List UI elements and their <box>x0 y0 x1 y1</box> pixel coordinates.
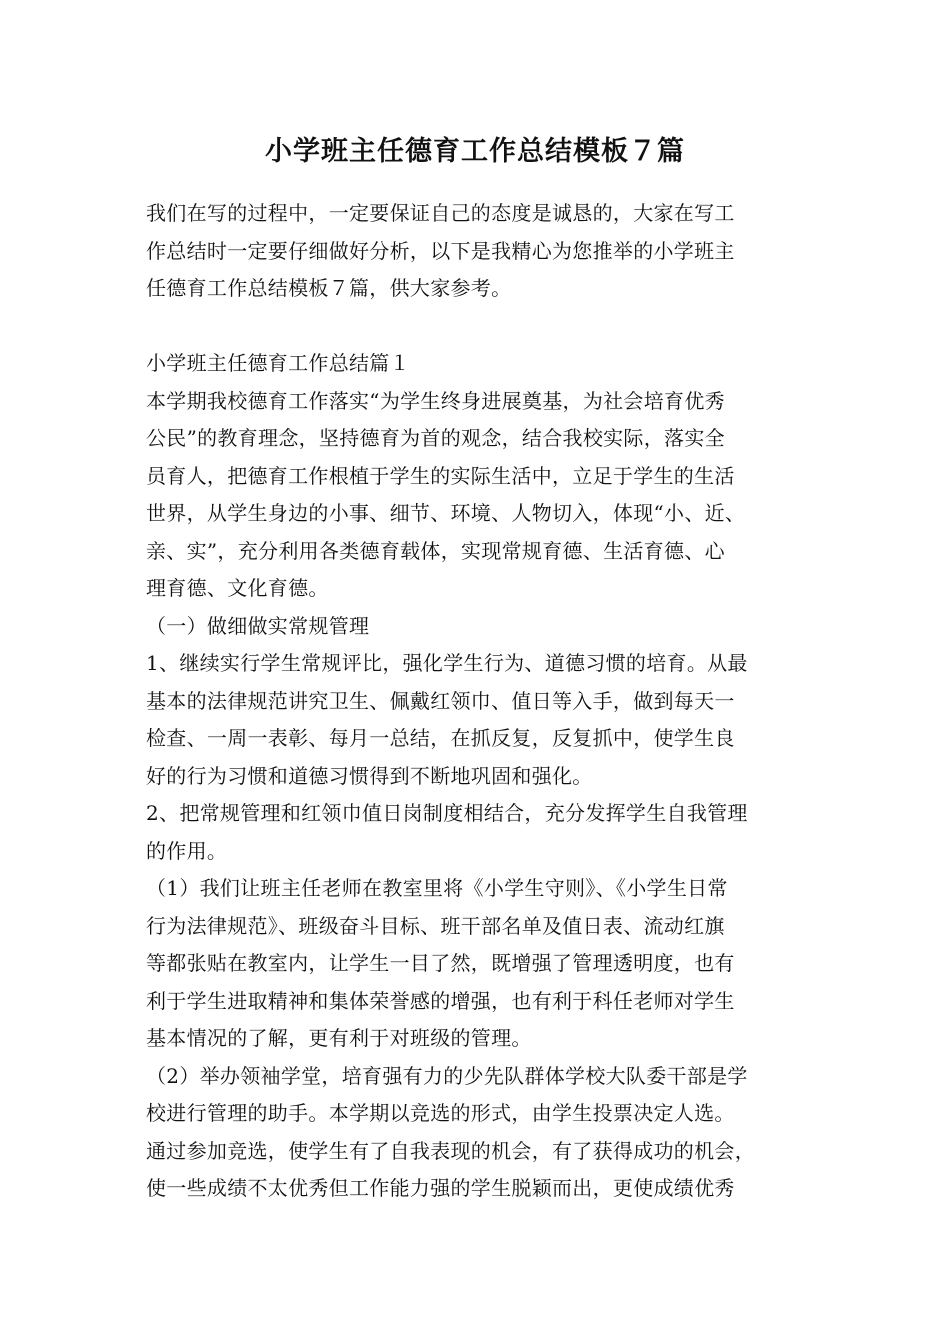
paragraph-line: 的作用。 <box>146 838 228 863</box>
paragraph-line: 作总结时一定要仔细做好分析，以下是我精心为您推举的小学班主 <box>146 238 735 263</box>
paragraph-line: 通过参加竞选，使学生有了自我表现的机会，有了获得成功的机会， <box>146 1138 755 1163</box>
section-heading: 小学班主任德育工作总结篇１ <box>146 351 410 375</box>
paragraph-line: 检查、一周一表彰、每月一总结，在抓反复，反复抓中，使学生良 <box>146 726 735 750</box>
paragraph-line: 2、把常规管理和红领巾值日岗制度相结合，充分发挥学生自我管理 <box>146 801 748 825</box>
paragraph-line: 亲、实”，充分利用各类德育载体，实现常规育德、生活育德、心 <box>146 538 725 563</box>
paragraph-line: 利于学生进取精神和集体荣誉感的增强，也有利于科任老师对学生 <box>146 988 735 1013</box>
document-body <box>146 195 830 1208</box>
paragraph-line: 1、继续实行学生常规评比，强化学生行为、道德习惯的培育。从最 <box>146 651 748 675</box>
paragraph-line: （2）举办领袖学堂，培育强有力的少先队群体学校大队委干部是学 <box>146 1063 748 1088</box>
paragraph-line: 基本情况的了解，更有利于对班级的管理。 <box>146 1026 532 1050</box>
paragraph-line: 世界，从学生身边的小事、细节、环境、人物切入，体现“小、近、 <box>146 501 746 525</box>
document-title: 小学班主任德育工作总结模板７篇 <box>265 136 685 167</box>
paragraph-line: 理育德、文化育德。 <box>146 576 329 600</box>
paragraph-line: 校进行管理的助手。本学期以竞选的形式，由学生投票决定人选。 <box>146 1101 735 1125</box>
paragraph-line: 等都张贴在教室内，让学生一目了然，既增强了管理透明度，也有 <box>146 951 735 975</box>
subsection-heading: （一）做细做实常规管理 <box>146 613 370 638</box>
paragraph-line: 好的行为习惯和道德习惯得到不断地巩固和强化。 <box>146 763 593 788</box>
paragraph-line: 员育人，把德育工作根植于学生的实际生活中，立足于学生的生活 <box>146 463 735 488</box>
paragraph-line: 使一些成绩不太优秀但工作能力强的学生脱颖而出，更使成绩优秀 <box>146 1176 735 1200</box>
paragraph-line: 基本的法律规范讲究卫生、佩戴红领巾、值日等入手，做到每天一 <box>146 688 735 713</box>
paragraph-line: 公民”的教育理念，坚持德育为首的观念，结合我校实际，落实全 <box>146 426 725 450</box>
paragraph-line: 行为法律规范》、班级奋斗目标、班干部名单及值日表、流动红旗 <box>146 913 725 938</box>
paragraph-line: （1）我们让班主任老师在教室里将《小学生守则》、《小学生日常 <box>146 876 728 900</box>
paragraph-line: 本学期我校德育工作落实“为学生终身进展奠基，为社会培育优秀 <box>146 388 725 413</box>
paragraph-line: 我们在写的过程中，一定要保证自己的态度是诚恳的，大家在写工 <box>146 201 735 225</box>
paragraph-line: 任德育工作总结模板７篇，供大家参考。 <box>146 276 512 300</box>
blank-line <box>146 308 830 346</box>
